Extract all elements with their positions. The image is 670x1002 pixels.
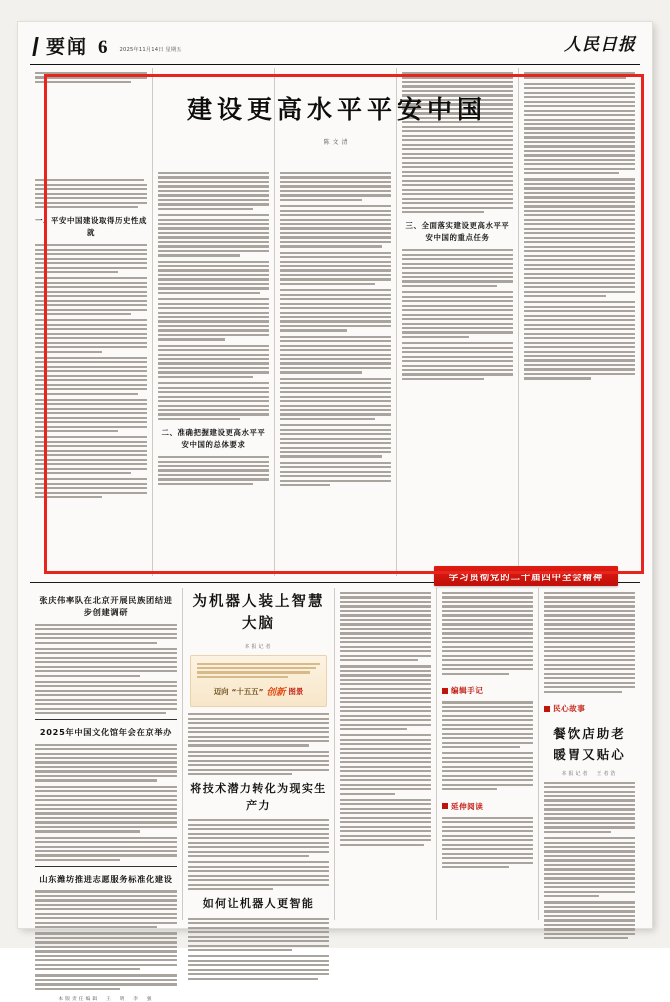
article-headline-col1-a[interactable]: 张庆伟率队在北京开展民族团结进步创建调研 — [39, 595, 173, 618]
lead-headline-block — [152, 90, 522, 146]
masthead-rule-icon — [32, 37, 38, 56]
lead-article — [30, 68, 640, 583]
article-headline-col5-line2[interactable]: 暖胃又贴心 — [553, 747, 626, 763]
red-square-icon — [544, 706, 550, 712]
campaign-banner — [434, 566, 618, 586]
bottom-column-1 — [30, 588, 182, 1002]
lead-column-5 — [518, 68, 640, 576]
page-number: 6 — [98, 37, 108, 58]
paper-logo: 人民日报 — [564, 35, 636, 55]
issue-date: 2025年11月14日 星期五 — [119, 47, 182, 53]
lead-byline: 陈文清 — [323, 139, 351, 146]
bottom-column-3 — [334, 588, 436, 920]
bottom-section — [30, 588, 640, 1002]
article-byline-col2-a: 本报记者 — [244, 643, 273, 650]
bottom-column-5 — [538, 588, 640, 920]
article-headline-col5-line1[interactable]: 餐饮店助老 — [553, 726, 626, 742]
article-headline-col1-c[interactable]: 山东潍坊推进志愿服务标准化建设 — [39, 874, 173, 885]
page-editor-credit: 本版责任编辑 王 明 李 强 — [58, 997, 154, 1002]
article-headline-col1-b[interactable]: 2025年中国文化馆年会在京举办 — [39, 727, 173, 738]
article-headline-col2-b[interactable]: 将技术潜力转化为现实生产力 — [190, 782, 327, 812]
lead-section-heading-1: 一、平安中国建设取得历史性成就 — [35, 216, 147, 237]
promo-tag-part1: 迈向 — [213, 686, 229, 696]
article-headline-col2-a[interactable]: 为机器人装上智慧大脑 — [192, 594, 325, 632]
section-tag-editor-note-label: 编辑手记 — [451, 686, 484, 696]
red-square-icon — [442, 803, 448, 809]
masthead-right — [564, 30, 636, 55]
lead-section-heading-3: 三、全面落实建设更高水平平安中国的重点任务 — [405, 221, 510, 242]
promo-tag-accent: 创新 — [266, 687, 286, 699]
promo-tag-quote: “十五五” — [231, 686, 264, 696]
section-tag-minxin-story-label: 民心故事 — [553, 704, 586, 714]
lead-section-heading-2: 二、准确把握建设更高水平平安中国的总体要求 — [161, 428, 266, 449]
lead-column-1 — [30, 68, 152, 576]
bottom-column-4 — [436, 588, 538, 920]
page-title: 建设更高水平平安中国 — [186, 95, 487, 124]
bottom-column-2 — [182, 588, 334, 920]
section-tag-minxin-story — [544, 703, 585, 714]
masthead-left — [34, 32, 182, 59]
article-headline-col2-c[interactable]: 如何让机器人更智能 — [202, 897, 315, 911]
promo-tag — [197, 684, 320, 698]
masthead — [30, 30, 640, 65]
section-name: 要闻 — [46, 36, 89, 58]
paper-sheet — [18, 22, 652, 1002]
promo-graphic — [190, 655, 327, 708]
section-tag-further-reading-label: 延伸阅读 — [451, 801, 484, 811]
section-tag-further-reading — [442, 801, 483, 812]
red-square-icon — [442, 688, 448, 694]
campaign-banner-label: 学习贯彻党的二十届四中全会精神 — [448, 572, 604, 583]
section-tag-editor-note — [442, 685, 483, 696]
article-byline-col5: 本报记者 王者浩 — [561, 770, 618, 777]
promo-tag-part2: 图景 — [288, 686, 304, 696]
